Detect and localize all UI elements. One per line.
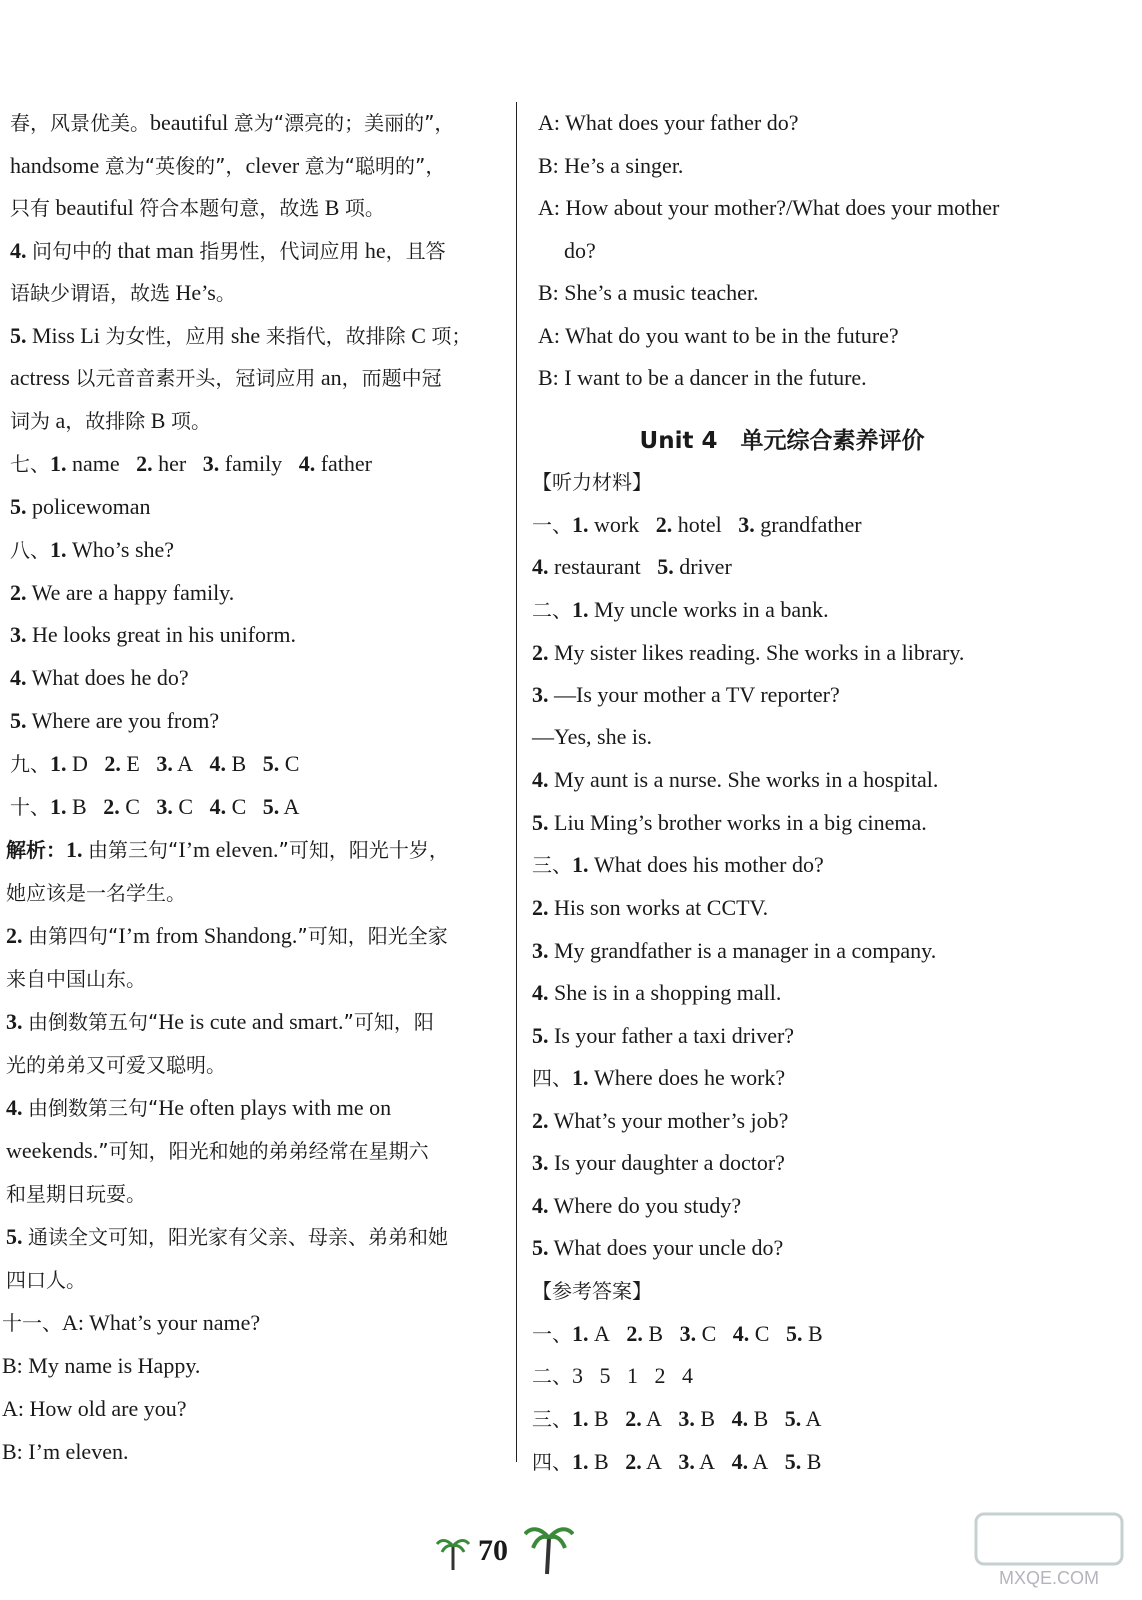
left-line: 七、1. name 2. her 3. family 4. father (10, 451, 372, 476)
watermark (974, 1512, 1124, 1592)
right-line: 四、1. Where does he work? (532, 1065, 786, 1090)
left-line: 3. 由倒数第五句“He is cute and smart.”可知，阳 (6, 1009, 434, 1034)
right-line: 二、1. My uncle works in a bank. (532, 597, 829, 622)
right-line: 2. His son works at CCTV. (532, 895, 769, 920)
left-line: 十一、A: What’s your name? (2, 1310, 261, 1335)
left-line: 八、1. Who’s she? (10, 537, 175, 562)
right-line: 三、1. B 2. A 3. B 4. B 5. A (532, 1406, 822, 1431)
watermark-logo (974, 1512, 1124, 1592)
left-line: actress 以元音音素开头，冠词应用 an，而题中冠 (10, 365, 442, 390)
right-line: 4. She is in a shopping mall. (532, 980, 782, 1005)
right-line: A: What does your father do? (538, 110, 799, 135)
left-line: 她应该是一名学生。 (6, 881, 186, 905)
right-line: 二、3 5 1 2 4 (532, 1363, 693, 1388)
right-line: 3. Is your daughter a doctor? (532, 1150, 785, 1175)
right-line: 一、1. work 2. hotel 3. grandfather (532, 512, 862, 537)
right-line: 【听力材料】 (532, 470, 652, 494)
right-line: 2. What’s your mother’s job? (532, 1108, 789, 1133)
left-line: 5. Miss Li 为女性，应用 she 来指代，故排除 C 项； (10, 323, 472, 348)
right-line: 【参考答案】 (532, 1279, 652, 1303)
right-line: 5. Liu Ming’s brother works in a big cinema. (532, 810, 927, 835)
left-line: 只有 beautiful 符合本题句意，故选 B 项。 (10, 195, 385, 220)
right-line: —Yes, she is. (532, 724, 653, 749)
left-line: 语缺少谓语，故选 He’s。 (10, 280, 236, 305)
left-line: 解析：1. 由第三句“I’m eleven.”可知，阳光十岁， (6, 837, 449, 862)
right-line: 4. My aunt is a nurse. She works in a hospital. (532, 767, 939, 792)
left-line: 3. He looks great in his uniform. (10, 622, 296, 647)
right-line: 5. Is your father a taxi driver? (532, 1023, 795, 1048)
left-line: handsome 意为“英俊的”，clever 意为“聪明的”， (10, 153, 446, 178)
right-line: 3. My grandfather is a manager in a company. (532, 938, 937, 963)
left-line: 4. What does he do? (10, 665, 189, 690)
right-line: A: What do you want to be in the future? (538, 323, 899, 348)
right-line: 一、1. A 2. B 3. C 4. C 5. B (532, 1321, 823, 1346)
left-line: 5. policewoman (10, 494, 151, 519)
right-line: 三、1. What does his mother do? (532, 852, 824, 877)
page-footer (0, 1530, 1142, 1580)
left-line: 5. Where are you from? (10, 708, 220, 733)
left-line: 2. We are a happy family. (10, 580, 235, 605)
left-line: 四口人。 (6, 1268, 86, 1292)
right-line: do? (564, 238, 596, 263)
right-line: 4. restaurant 5. driver (532, 554, 732, 579)
right-line: 四、1. B 2. A 3. A 4. A 5. B (532, 1449, 822, 1474)
palm-tree-icon (524, 1520, 574, 1576)
right-line: B: She’s a music teacher. (538, 280, 759, 305)
left-line: weekends.”可知，阳光和她的弟弟经常在星期六 (6, 1138, 429, 1163)
watermark-text: MXQE.COM (998, 1568, 1100, 1588)
left-line: 光的弟弟又可爱又聪明。 (6, 1053, 226, 1077)
left-line: 2. 由第四句“I’m from Shandong.”可知，阳光全家 (6, 923, 448, 948)
right-line: 5. What does your uncle do? (532, 1235, 784, 1260)
left-line: 词为 a，故排除 B 项。 (10, 408, 211, 433)
column-divider (516, 102, 517, 1462)
palm-tree-icon (436, 1532, 470, 1572)
left-line: 春，风景优美。beautiful 意为“漂亮的；美丽的”， (10, 110, 455, 135)
page-number: 70 (478, 1534, 508, 1567)
left-line: 5. 通读全文可知，阳光家有父亲、母亲、弟弟和她 (6, 1224, 448, 1249)
left-line: 九、1. D 2. E 3. A 4. B 5. C (10, 751, 300, 776)
left-line: B: My name is Happy. (2, 1353, 201, 1378)
left-line: 十、1. B 2. C 3. C 4. C 5. A (10, 794, 300, 819)
left-line: 4. 问句中的 that man 指男性，代词应用 he，且答 (10, 238, 446, 263)
left-line: 4. 由倒数第三句“He often plays with me on (6, 1095, 392, 1120)
right-line: 3. —Is your mother a TV reporter? (532, 682, 840, 707)
right-line: 2. My sister likes reading. She works in a library. (532, 640, 965, 665)
right-line: A: How about your mother?/What does your mother (538, 195, 1000, 220)
left-line: 来自中国山东。 (6, 967, 146, 991)
left-line: B: I’m eleven. (2, 1439, 129, 1464)
left-line: A: How old are you? (2, 1396, 187, 1421)
right-line: 4. Where do you study? (532, 1193, 742, 1218)
section-heading: Unit 4 单元综合素养评价 (639, 428, 925, 454)
right-line: B: He’s a singer. (538, 153, 684, 178)
left-line: 和星期日玩耍。 (6, 1182, 146, 1206)
right-line: B: I want to be a dancer in the future. (538, 365, 867, 390)
